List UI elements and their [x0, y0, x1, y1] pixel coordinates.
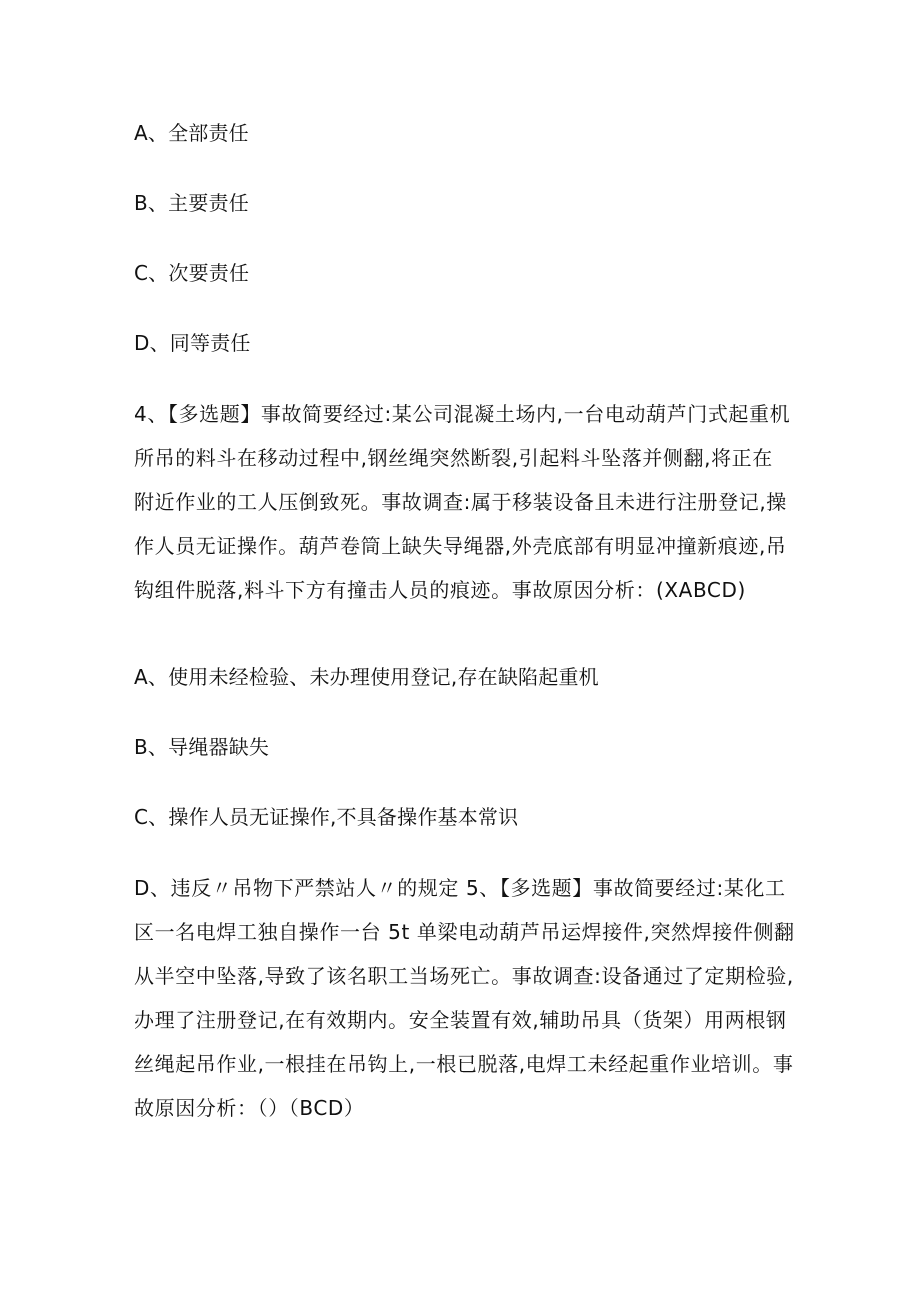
option-b: B、主要责任	[134, 191, 249, 215]
question-4-line: 所吊的料斗在移动过程中,钢丝绳突然断裂,引起料斗坠落并侧翻,将正在	[134, 446, 773, 470]
option-d: D、同等责任	[134, 331, 251, 355]
question-4-line: 4、【多选题】事故简要经过:某公司混凝土场内,一台电动葫芦门式起重机	[134, 402, 791, 426]
question-5-line: 从半空中坠落,导致了该名职工当场死亡。事故调查:设备通过了定期检验,	[134, 964, 794, 988]
option-a: A、全部责任	[134, 121, 249, 145]
q4-option-b: B、导绳器缺失	[134, 735, 270, 759]
option-c: C、次要责任	[134, 261, 250, 285]
question-5-line: 丝绳起吊作业,一根挂在吊钩上,一根已脱落,电焊工未经起重作业培训。事	[134, 1052, 794, 1076]
question-5-line: D、违反〃吊物下严禁站人〃的规定 5、【多选题】事故简要经过:某化工	[134, 876, 786, 900]
question-5-line: 故原因分析：（）（BCD）	[134, 1096, 365, 1120]
q4-option-a: A、使用未经检验、未办理使用登记,存在缺陷起重机	[134, 665, 599, 689]
question-4-line: 附近作业的工人压倒致死。事故调查:属于移装设备且未进行注册登记,操	[134, 490, 787, 514]
question-4-line: 作人员无证操作。葫芦卷筒上缺失导绳器,外壳底部有明显冲撞新痕迹,吊	[134, 534, 787, 558]
question-5-line: 区一名电焊工独自操作一台 5t 单梁电动葫芦吊运焊接件,突然焊接件侧翻	[134, 920, 795, 944]
question-5-line: 办理了注册登记,在有效期内。安全装置有效,辅助吊具（货架）用两根钢	[134, 1008, 787, 1032]
question-4-line: 钩组件脱落,料斗下方有撞击人员的痕迹。事故原因分析：(XABCD)	[134, 578, 746, 602]
q4-option-c: C、操作人员无证操作,不具备操作基本常识	[134, 805, 519, 829]
